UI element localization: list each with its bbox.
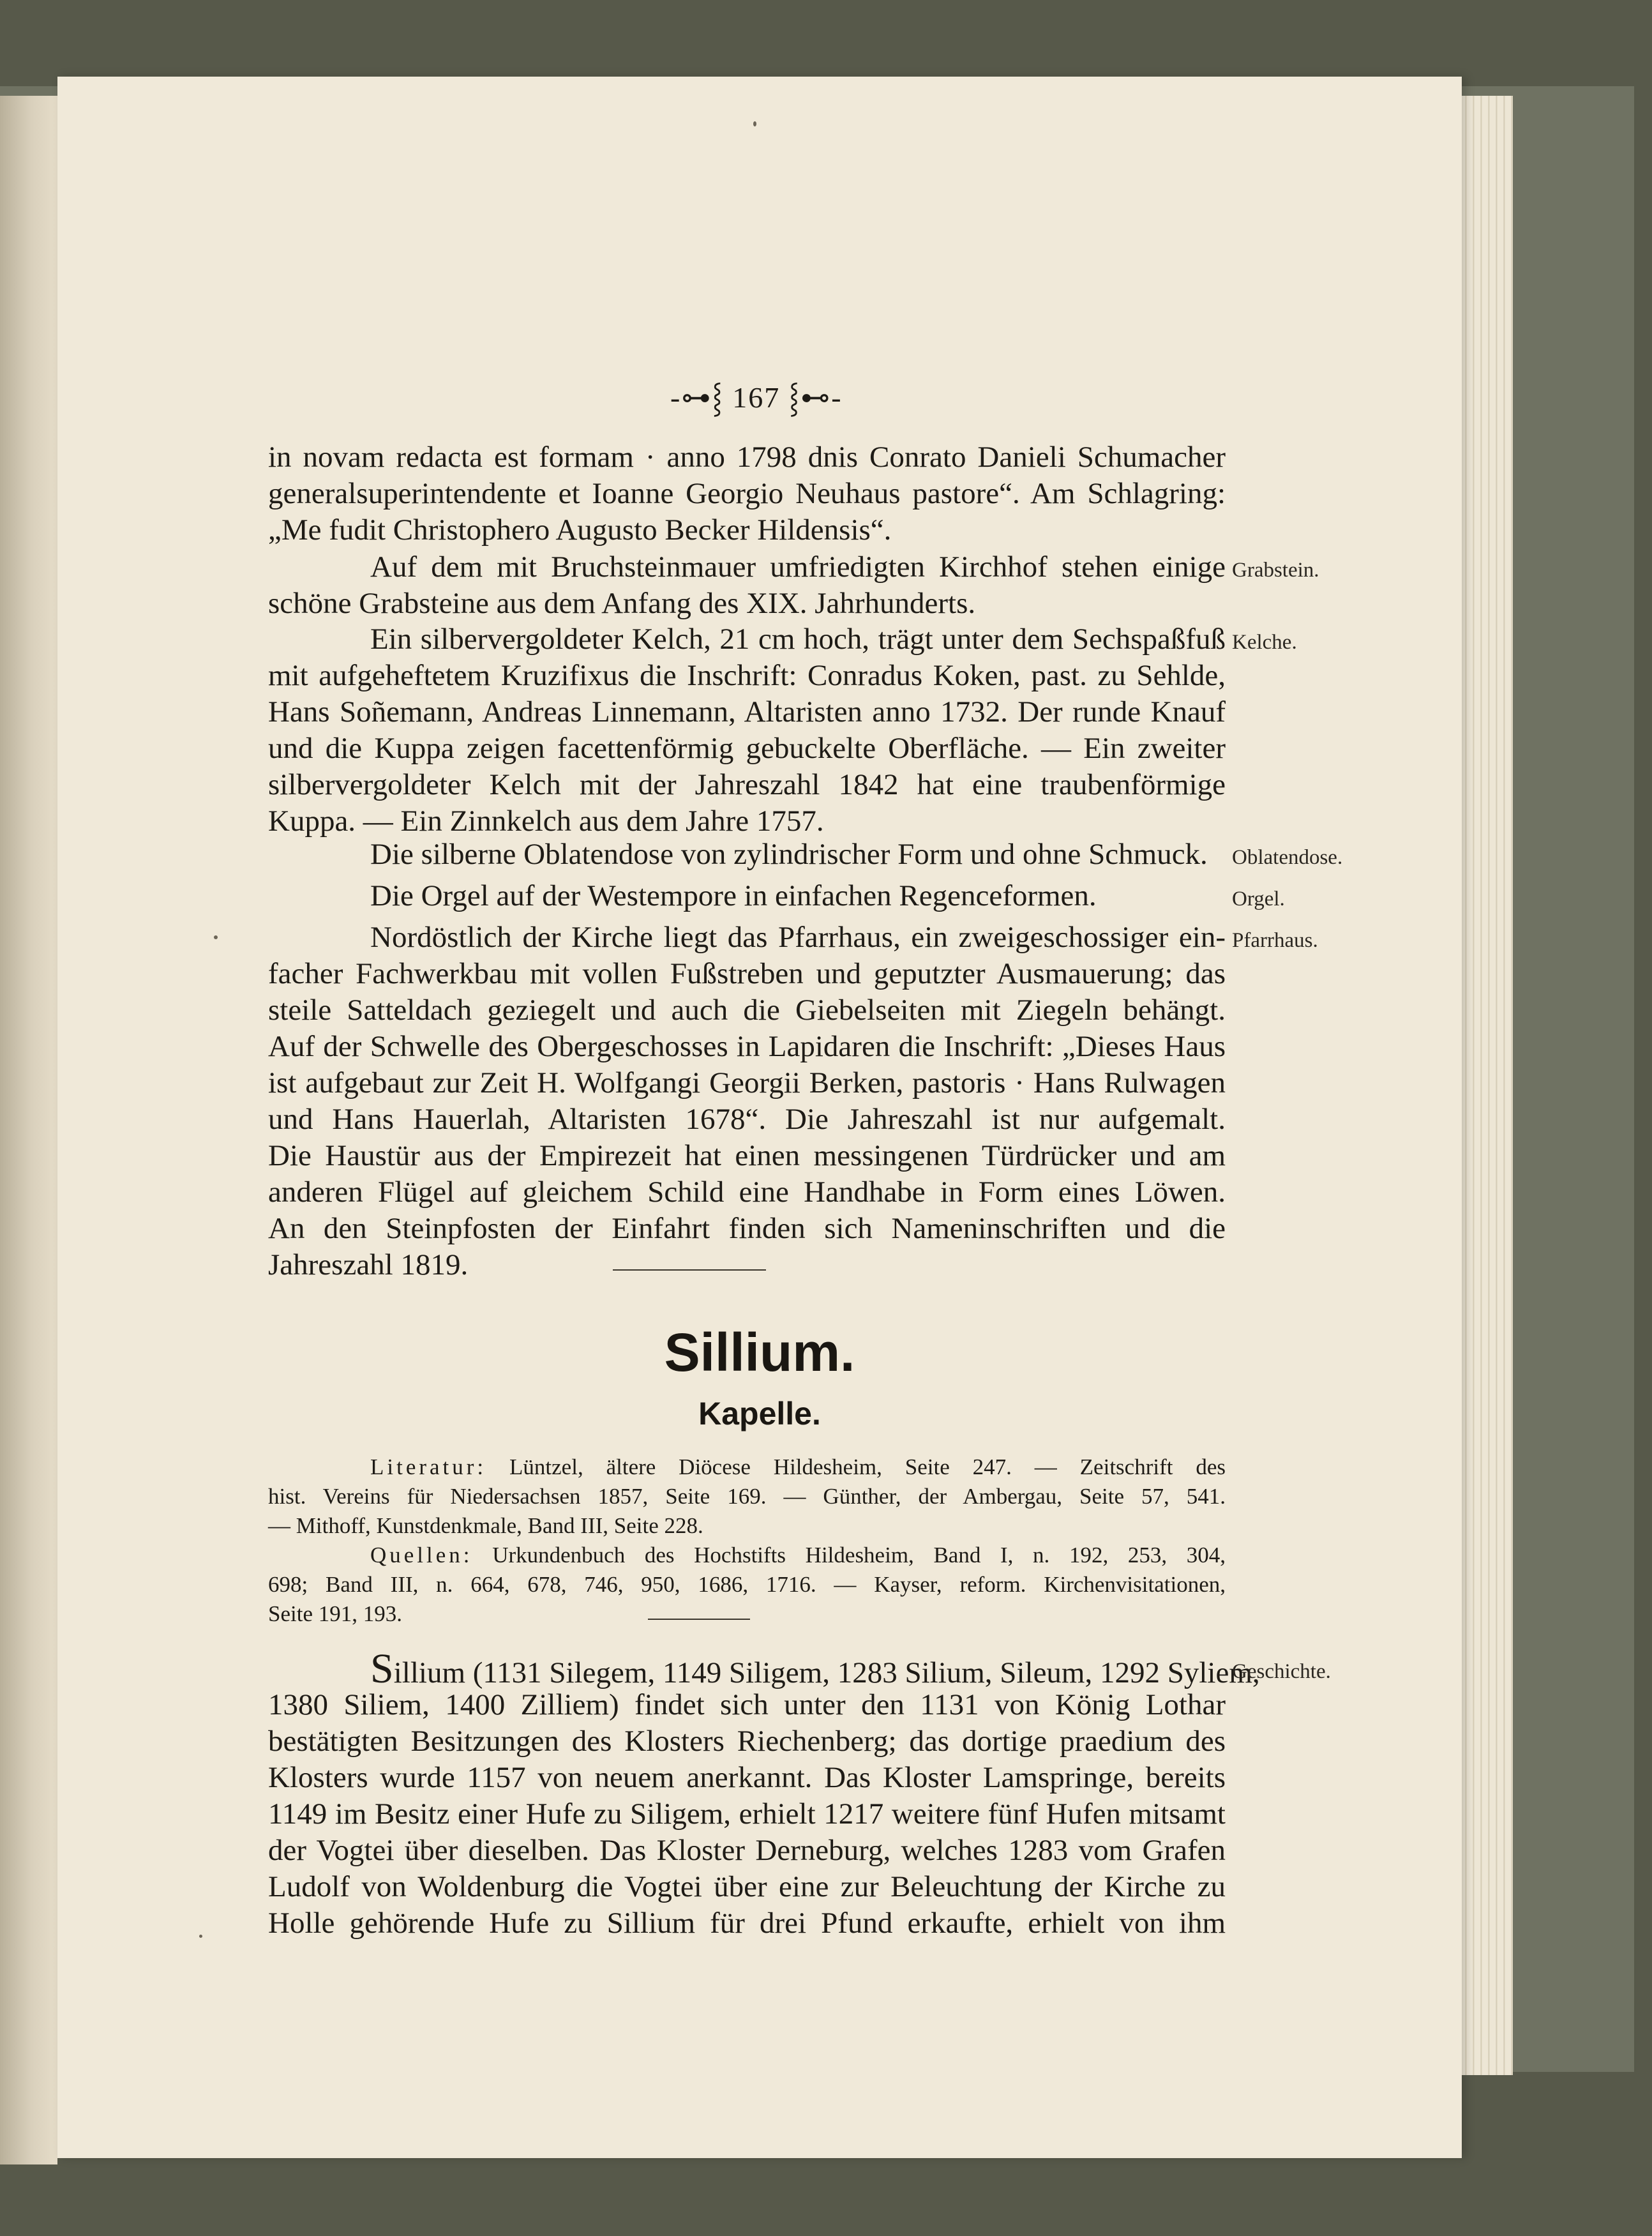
text-line: Holle gehörende Hufe zu Sillium für drei Pfund erkaufte, erhielt von ihm: [268, 1907, 1226, 1940]
paragraph-kelche: [268, 621, 1226, 840]
margin-note-grabstein: Grabstein.: [1232, 559, 1319, 582]
reference-line: [268, 1453, 1226, 1482]
text-line: Ein silbervergoldeter Kelch, 21 cm hoch, trägt unter dem Sechspaßfuß: [370, 623, 1226, 656]
text-line: bestätigten Besitzungen des Klosters Riechenberg; das dortige praedium des: [268, 1725, 1226, 1758]
reference-line: — Mithoff, Kunstdenkmale, Band III, Seite 228.: [268, 1513, 703, 1538]
margin-note-pfarrhaus: Pfarrhaus.: [1232, 929, 1318, 952]
text-line: An den Steinpfosten der Einfahrt finden sich Nameninschriften und die: [268, 1212, 1226, 1245]
paragraph-inscription-end: [268, 439, 1226, 548]
ornament-right: ⸾⊷-: [788, 381, 843, 414]
left-page-edge: [0, 96, 57, 2164]
section-title: Sillium.: [664, 1322, 855, 1382]
text-line: Kuppa. — Ein Zinnkelch aus dem Jahre 1757.: [268, 805, 824, 838]
paper-speck: [753, 121, 756, 126]
paper-speck: [199, 1935, 202, 1938]
references-quellen: [268, 1541, 1226, 1629]
paper-speck: [214, 935, 218, 939]
paragraph-orgel: [268, 878, 1226, 914]
margin-note-kelche: Kelche.: [1232, 631, 1297, 654]
margin-note-oblatendose: Oblatendose.: [1232, 846, 1343, 869]
text-line: Die silberne Oblatendose von zylindrischer Form und ohne Schmuck.: [370, 838, 1208, 871]
text-line: Die Haustür aus der Empirezeit hat einen messingenen Türdrücker und am: [268, 1139, 1226, 1172]
text-line: Auf der Schwelle des Obergeschosses in Lapidaren die Inschrift: „Dieses Haus: [268, 1030, 1226, 1063]
text-line: Jahreszahl 1819.: [268, 1248, 469, 1281]
margin-note-geschichte: Geschichte.: [1232, 1660, 1331, 1683]
text-line: 1380 Siliem, 1400 Zilliem) findet sich unter den 1131 von König Lothar: [268, 1688, 1226, 1721]
page-number: [670, 377, 843, 416]
text-line: Nordöstlich der Kirche liegt das Pfarrhaus, ein zweigeschossiger ein-: [370, 921, 1226, 954]
references-divider: [648, 1619, 750, 1620]
text-line: [268, 1645, 1260, 1692]
literatur-label: Literatur:: [370, 1454, 487, 1479]
text-line: der Vogtei über dieselben. Das Kloster Derneburg, welches 1283 vom Grafen: [268, 1834, 1226, 1867]
margin-note-orgel: Orgel.: [1232, 888, 1285, 910]
reference-text: Lüntzel, ältere Diöcese Hildesheim, Seite 247. — Zeitschrift des: [509, 1454, 1226, 1479]
text-line: Ludolf von Woldenburg die Vogtei über eine zur Beleuchtung der Kirche zu: [268, 1870, 1226, 1903]
paragraph-pfarrhaus: [268, 919, 1226, 1283]
text-line: „Me fudit Christophero Augusto Becker Hildensis“.: [268, 513, 892, 547]
book-page: [57, 77, 1462, 2158]
section-divider: [613, 1269, 766, 1271]
text-line: Auf dem mit Bruchsteinmauer umfriedigten Kirchhof stehen einige: [370, 550, 1226, 584]
text-line: silbervergoldeter Kelch mit der Jahreszahl 1842 hat eine traubenförmige: [268, 768, 1226, 801]
quellen-label: Quellen:: [370, 1543, 473, 1567]
text-line: mit aufgeheftetem Kruzifixus die Inschrift: Conradus Koken, past. zu Sehlde,: [268, 659, 1226, 692]
text-line: in novam redacta est formam · anno 1798 dnis Conrato Danieli Schumacher: [268, 441, 1226, 474]
references-literatur: [268, 1453, 1226, 1541]
text-line-rest: illium (1131 Silegem, 1149 Siligem, 1283 Silium, Sileum, 1292 Syliem,: [393, 1656, 1260, 1689]
text-line: Hans Soñemann, Andreas Linnemann, Altaristen anno 1732. Der runde Knauf: [268, 695, 1226, 729]
text-line: und die Kuppa zeigen facettenförmig gebuckelte Oberfläche. — Ein zweiter: [268, 732, 1226, 765]
ornament-left: -⊶⸾: [670, 381, 724, 414]
text-line: generalsuperintendente et Ioanne Georgio Neuhaus pastore“. Am Schlagring:: [268, 477, 1226, 510]
reference-line: hist. Vereins für Niedersachsen 1857, Seite 169. — Günther, der Ambergau, Seite 57, 541.: [268, 1484, 1226, 1509]
paragraph-oblatendose: [268, 836, 1226, 873]
text-line: facher Fachwerkbau mit vollen Fußstreben und geputzter Ausmauerung; das: [268, 957, 1226, 990]
text-line: steile Satteldach geziegelt und auch die Giebelseiten mit Ziegeln behängt.: [268, 993, 1226, 1027]
dropcap: S: [370, 1645, 394, 1692]
paragraph-geschichte: [268, 1645, 1260, 1942]
reference-line: [268, 1541, 1226, 1570]
page-number-value: 167: [732, 381, 781, 414]
text-line: anderen Flügel auf gleichem Schild eine Handhabe in Form eines Löwen.: [268, 1175, 1226, 1209]
text-line: Klosters wurde 1157 von neuem anerkannt. Das Kloster Lamspringe, bereits: [268, 1761, 1226, 1794]
text-line: schöne Grabsteine aus dem Anfang des XIX. Jahrhunderts.: [268, 587, 976, 620]
reference-line: Seite 191, 193.: [268, 1601, 402, 1626]
text-line: ist aufgebaut zur Zeit H. Wolfgangi Georgii Berken, pastoris · Hans Rulwagen: [268, 1066, 1226, 1099]
paragraph-grabstein: [268, 549, 1226, 622]
text-line: 1149 im Besitz einer Hufe zu Siligem, erhielt 1217 weitere fünf Hufen mitsamt: [268, 1797, 1226, 1831]
text-line: und Hans Hauerlah, Altaristen 1678“. Die Jahreszahl ist nur aufgemalt.: [268, 1103, 1226, 1136]
reference-line: 698; Band III, n. 664, 678, 746, 950, 1686, 1716. — Kayser, reform. Kirchenvisitationen,: [268, 1572, 1226, 1597]
reference-text: Urkundenbuch des Hochstifts Hildesheim, Band I, n. 192, 253, 304,: [492, 1543, 1226, 1567]
subsection-title: Kapelle.: [698, 1396, 821, 1431]
text-line: Die Orgel auf der Westempore in einfachen Regenceformen.: [370, 879, 1097, 912]
